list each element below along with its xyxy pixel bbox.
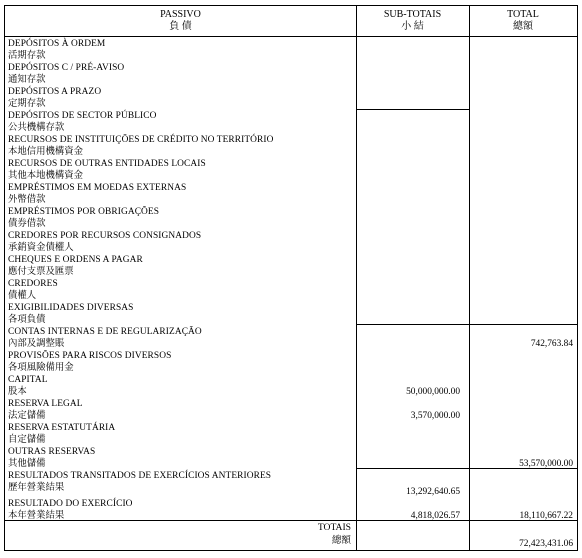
subtotais-group-line-1 bbox=[356, 109, 469, 110]
header-subtotais-zh: 小 結 bbox=[401, 21, 424, 32]
row-pt-outras-reservas: OUTRAS RESERVAS bbox=[8, 447, 96, 457]
value-sub-resultado-exercicio: 4,818,026.57 bbox=[410, 511, 460, 521]
balance-sheet-table bbox=[4, 5, 578, 551]
row-zh-emprestimos-moedas: 外幣借款 bbox=[8, 195, 46, 205]
header-total-zh: 總額 bbox=[513, 21, 533, 32]
totals-label-pt: TOTAIS bbox=[317, 522, 351, 533]
row-pt-credores: CREDORES bbox=[8, 279, 58, 289]
row-pt-emprestimos-obrigacoes: EMPRÉSTIMOS POR OBRIGAÇÕES bbox=[8, 207, 160, 217]
totals-label-zh: 總額 bbox=[331, 535, 351, 546]
row-pt-emprestimos-moedas: EMPRÉSTIMOS EM MOEDAS EXTERNAS bbox=[8, 183, 187, 193]
row-zh-resultados-transitados: 歷年營業結果 bbox=[8, 483, 65, 493]
row-zh-reserva-legal: 法定儲備 bbox=[8, 411, 46, 421]
row-zh-provisoes: 各項風險備用金 bbox=[8, 363, 74, 373]
header-passivo-pt: PASSIVO bbox=[160, 9, 201, 20]
value-sub-reserva-legal: 3,570,000.00 bbox=[410, 411, 460, 421]
row-pt-resultado-exercicio: RESULTADO DO EXERCÍCIO bbox=[8, 499, 133, 509]
header-passivo bbox=[5, 9, 356, 33]
value-sub-capital: 50,000,000.00 bbox=[406, 387, 460, 397]
row-pt-recursos-instituicoes: RECURSOS DE INSTITUIÇÕES DE CRÉDITO NO TERRITÓRIO bbox=[8, 135, 274, 145]
value-total-contas-internas: 742,763.84 bbox=[530, 339, 573, 349]
row-pt-depositos-sector-publico: DEPÓSITOS DE SECTOR PÚBLICO bbox=[8, 111, 157, 121]
row-zh-recursos-outras-entidades: 其他本地機構資金 bbox=[8, 171, 84, 181]
row-pt-recursos-outras-entidades: RECURSOS DE OUTRAS ENTIDADES LOCAIS bbox=[8, 159, 206, 169]
row-zh-recursos-instituicoes: 本地信用機構資金 bbox=[8, 147, 84, 157]
row-pt-contas-internas: CONTAS INTERNAS E DE REGULARIZAÇÃO bbox=[8, 327, 202, 337]
row-pt-provisoes: PROVISÕES PARA RISCOS DIVERSOS bbox=[8, 351, 172, 361]
row-zh-depositos-sector-publico: 公共機構存款 bbox=[8, 123, 65, 133]
totals-divider bbox=[5, 520, 577, 521]
header-passivo-zh: 負 債 bbox=[169, 21, 192, 32]
row-pt-reserva-estatutaria: RESERVA ESTATUTÁRIA bbox=[8, 423, 116, 433]
header-divider bbox=[5, 36, 577, 37]
value-total-resultados: 18,110,667.22 bbox=[519, 511, 573, 521]
row-zh-cheques-ordens: 應付支票及匯票 bbox=[8, 267, 74, 277]
row-pt-capital: CAPITAL bbox=[8, 375, 48, 385]
total-group-line-1 bbox=[469, 324, 577, 325]
row-pt-exigibilidades: EXIGIBILIDADES DIVERSAS bbox=[8, 303, 134, 313]
subtotais-group-line-3 bbox=[356, 468, 469, 469]
value-total-reservas: 53,570,000.00 bbox=[519, 459, 573, 469]
row-zh-emprestimos-obrigacoes: 債券借款 bbox=[8, 219, 46, 229]
header-subtotais-pt: SUB-TOTAIS bbox=[383, 9, 442, 20]
row-zh-depositos-ordem: 活期存款 bbox=[8, 51, 46, 61]
row-pt-depositos-pre-aviso: DEPÓSITOS C / PRÉ-AVISO bbox=[8, 63, 125, 73]
row-zh-contas-internas: 內部及調整賬 bbox=[8, 339, 65, 349]
row-zh-capital: 股本 bbox=[8, 387, 27, 397]
row-pt-resultados-transitados: RESULTADOS TRANSITADOS DE EXERCÍCIOS ANTERIORES bbox=[8, 471, 272, 481]
row-zh-credores: 債權人 bbox=[8, 291, 37, 301]
header-total-pt: TOTAL bbox=[507, 9, 539, 20]
row-zh-exigibilidades: 各項負債 bbox=[8, 315, 46, 325]
row-zh-resultado-exercicio: 本年營業結果 bbox=[8, 511, 65, 521]
header-total bbox=[469, 9, 577, 33]
value-sub-resultados-transitados: 13,292,640.65 bbox=[406, 487, 460, 497]
value-grand-total: 72,423,431.06 bbox=[519, 539, 573, 549]
row-zh-outras-reservas: 其他儲備 bbox=[8, 459, 46, 469]
row-zh-depositos-prazo: 定期存款 bbox=[8, 99, 46, 109]
row-pt-reserva-legal: RESERVA LEGAL bbox=[8, 399, 83, 409]
row-pt-credores-consignados: CREDORES POR RECURSOS CONSIGNADOS bbox=[8, 231, 202, 241]
subtotais-group-line-2 bbox=[356, 324, 469, 325]
row-pt-cheques-ordens: CHEQUES E ORDENS A PAGAR bbox=[8, 255, 143, 265]
row-pt-depositos-ordem: DEPÓSITOS À ORDEM bbox=[8, 39, 106, 49]
row-zh-reserva-estatutaria: 自定儲備 bbox=[8, 435, 46, 445]
row-zh-credores-consignados: 承銷資金債權人 bbox=[8, 243, 74, 253]
header-subtotais bbox=[356, 9, 469, 33]
row-pt-depositos-prazo: DEPÓSITOS A PRAZO bbox=[8, 87, 102, 97]
row-zh-depositos-pre-aviso: 通知存款 bbox=[8, 75, 46, 85]
